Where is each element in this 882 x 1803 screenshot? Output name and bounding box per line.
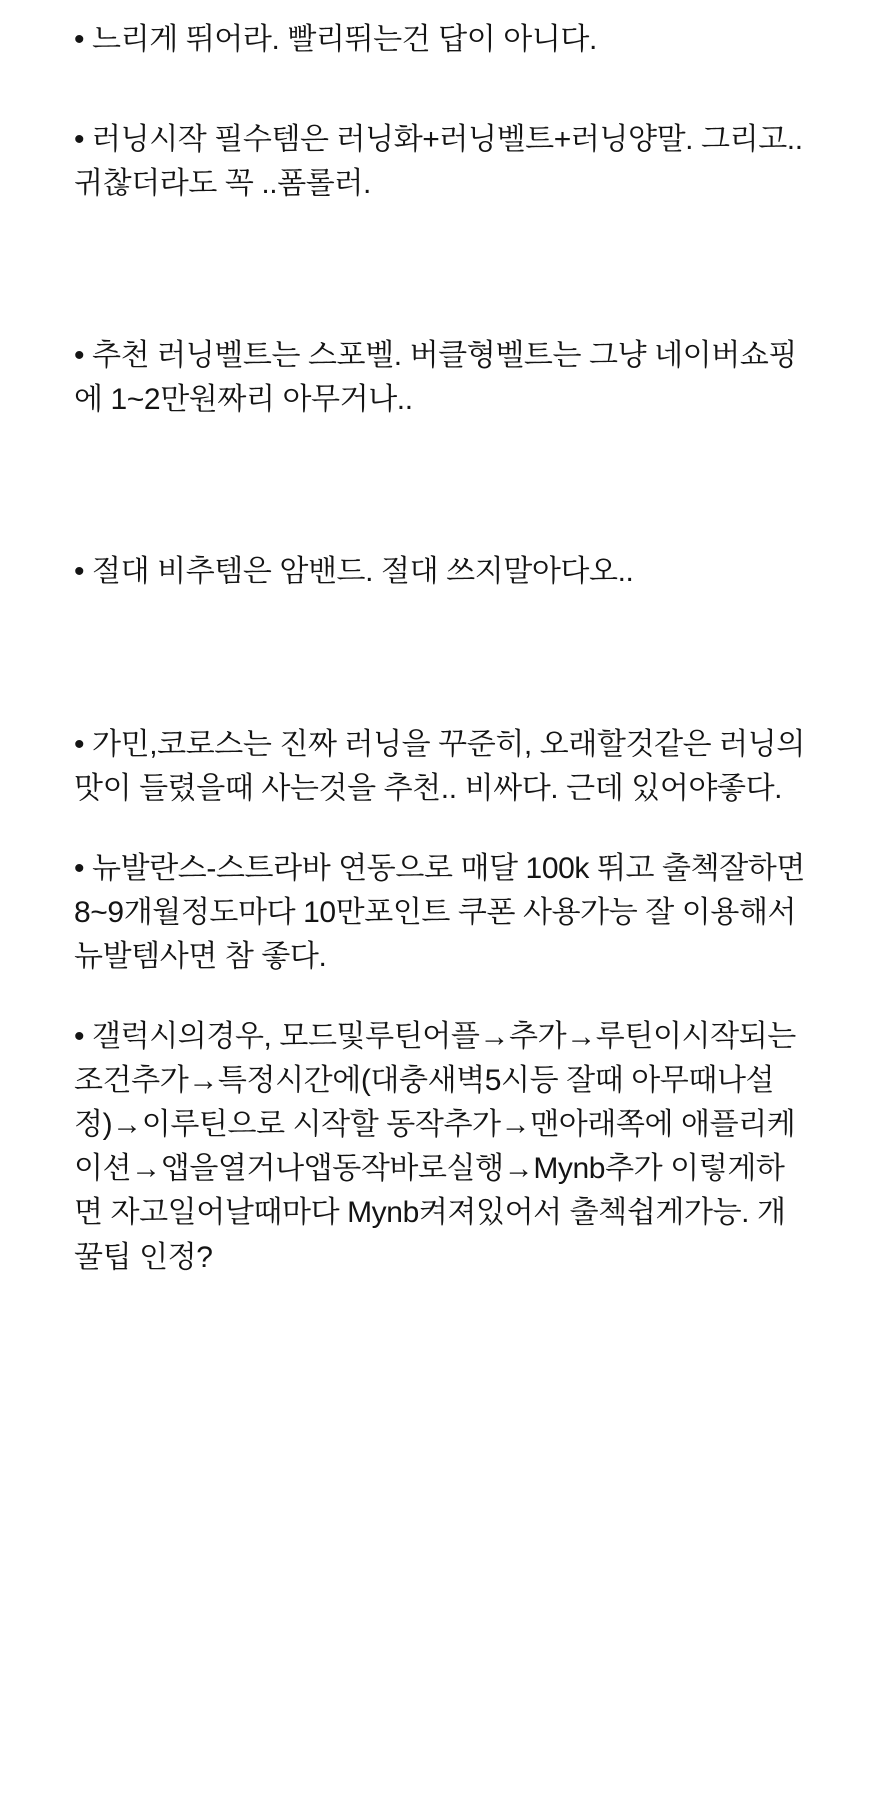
paragraph-tip-essentials: • 러닝시작 필수템은 러닝화+러닝벨트+러닝양말. 그리고..귀찮더라도 꼭 ..폼롤러. <box>74 123 803 201</box>
paragraph-spacer <box>74 979 808 1015</box>
paragraph-spacer <box>74 811 808 847</box>
paragraph-spacer <box>74 206 808 334</box>
paragraph-spacer <box>74 422 808 550</box>
paragraph-tip-armband-avoid: • 절대 비추템은 암밴드. 절대 쓰지말아다오.. <box>74 555 634 589</box>
paragraph-tip-newbalance-strava: • 뉴발란스-스트라바 연동으로 매달 100k 뛰고 출첵잘하면 8~9개월정도마다 10만포인트 쿠폰 사용가능 잘 이용해서 뉴발템사면 참 좋다. <box>74 851 813 973</box>
paragraph-tip-galaxy-routine: • 갤럭시의경우, 모드및루틴어플→추가→루틴이시작되는조건추가→특정시간에(대충새벽5시등 잘때 아무때나설정)→이루틴으로 시작할 동작추가→맨아래쪽에 애플리케이션→앱을열거나앱동작바로실행→Mynb추가 이렇게하면 자고일어날때마다 Mynb켜져있어서 출첵쉽게가능. 개꿀팁 인정? <box>74 1020 796 1274</box>
paragraph-spacer <box>74 595 808 723</box>
paragraph-spacer <box>74 62 808 118</box>
paragraph-tip-belt-recommend: • 추천 러닝벨트는 스포벨. 버클형벨트는 그냥 네이버쇼핑에 1~2만원짜리 아무거나.. <box>74 339 797 417</box>
paragraph-tip-garmin-coros: • 가민,코로스는 진짜 러닝을 꾸준히, 오래할것같은 러닝의 맛이 들렸을때 사는것을 추천.. 비싸다. 근데 있어야좋다. <box>74 727 813 805</box>
paragraph-tip-pace: • 느리게 뛰어라. 빨리뛰는건 답이 아니다. <box>74 23 597 56</box>
